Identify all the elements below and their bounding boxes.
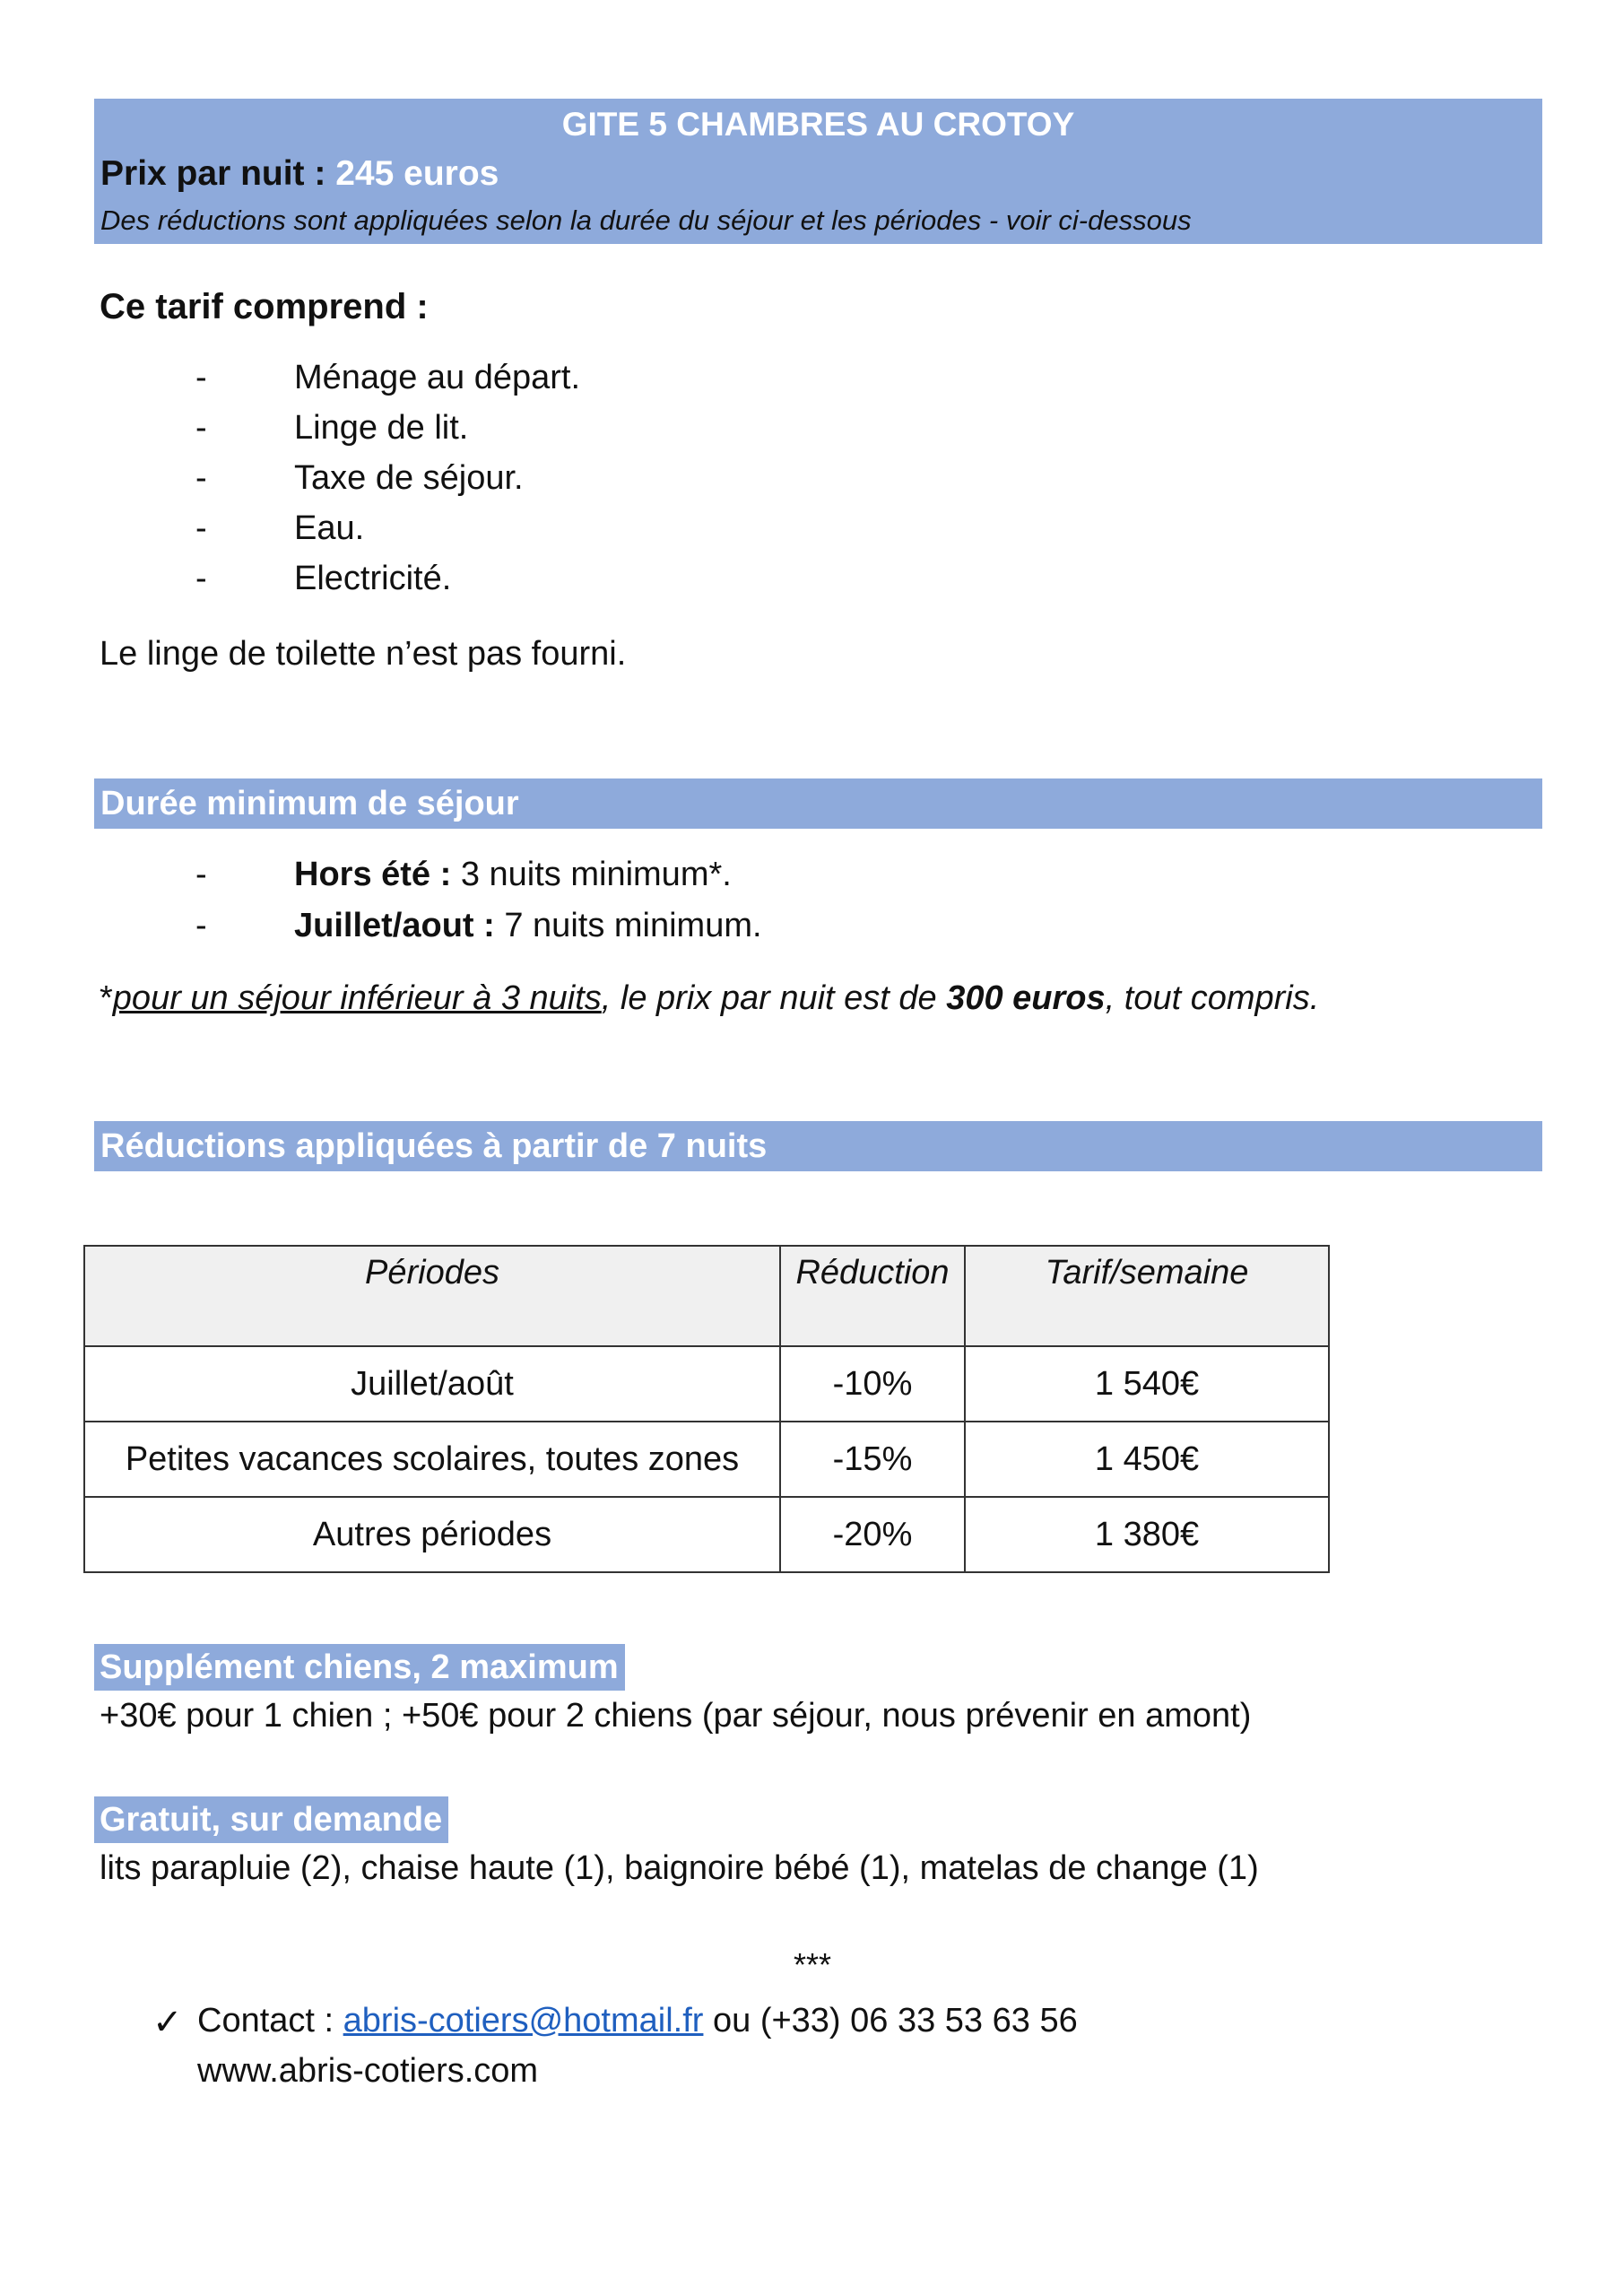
table-row <box>84 1497 1329 1572</box>
bullet-dash: - <box>195 907 207 944</box>
note-price: 300 euros <box>946 979 1106 1017</box>
table-cell: Autres périodes <box>84 1497 780 1572</box>
bullet-dash: - <box>195 359 207 396</box>
towel-note: Le linge de toilette n’est pas fourni. <box>100 635 627 673</box>
includes-item: Ménage au départ. <box>294 359 581 396</box>
bullet-dash: - <box>195 409 207 447</box>
note-end: , tout compris. <box>1105 979 1320 1017</box>
table-cell: Juillet/août <box>84 1346 780 1422</box>
table-cell: -15% <box>780 1422 965 1497</box>
includes-item: Eau. <box>294 509 365 547</box>
includes-item: Electricité. <box>294 560 452 597</box>
min-stay-label: Juillet/aout : <box>294 907 495 944</box>
contact-label: Contact : <box>197 2002 343 2039</box>
min-stay-text: 7 nuits minimum. <box>494 907 762 944</box>
note-asterisk: * <box>100 979 113 1017</box>
table-row <box>84 1422 1329 1497</box>
separator-stars: *** <box>794 1946 832 1983</box>
check-icon: ✓ <box>152 2003 183 2042</box>
column-header: Tarif/semaine <box>965 1246 1329 1346</box>
min-stay-label: Hors été : <box>294 856 452 893</box>
bullet-dash: - <box>195 509 207 547</box>
dogs-heading: Supplément chiens, 2 maximum <box>94 1644 625 1691</box>
price-value: 245 euros <box>335 154 499 193</box>
header-band <box>94 99 1542 244</box>
email-link[interactable]: abris-cotiers@hotmail.fr <box>343 2002 704 2039</box>
includes-item: Linge de lit. <box>294 409 469 447</box>
table-cell: -10% <box>780 1346 965 1422</box>
table-cell: 1 380€ <box>965 1497 1329 1572</box>
contact-line <box>197 2002 1078 2040</box>
table-cell: 1 450€ <box>965 1422 1329 1497</box>
includes-heading: Ce tarif comprend : <box>100 287 429 326</box>
price-line <box>100 154 499 194</box>
bullet-dash: - <box>195 459 207 497</box>
dogs-text: +30€ pour 1 chien ; +50€ pour 2 chiens (par séjour, nous prévenir en amont) <box>100 1697 1252 1735</box>
reductions-table <box>83 1245 1330 1573</box>
free-text: lits parapluie (2), chaise haute (1), baignoire bébé (1), matelas de change (1) <box>100 1849 1259 1887</box>
website-text: www.abris-cotiers.com <box>197 2052 539 2090</box>
table-cell: Petites vacances scolaires, toutes zones <box>84 1422 780 1497</box>
bullet-dash: - <box>195 856 207 893</box>
min-stay-item <box>294 856 732 894</box>
min-stay-item <box>294 907 762 945</box>
contact-phone: ou (+33) 06 33 53 63 56 <box>703 2002 1078 2039</box>
min-stay-text: 3 nuits minimum*. <box>451 856 732 893</box>
table-cell: -20% <box>780 1497 965 1572</box>
free-heading: Gratuit, sur demande <box>94 1796 448 1843</box>
note-mid: , le prix par nuit est de <box>601 979 947 1017</box>
price-label: Prix par nuit : <box>100 154 326 193</box>
page-title: GITE 5 CHAMBRES AU CROTOY <box>561 106 1075 143</box>
min-stay-heading: Durée minimum de séjour <box>94 778 1542 829</box>
column-header: Réduction <box>780 1246 965 1346</box>
includes-item: Taxe de séjour. <box>294 459 524 497</box>
table-cell: 1 540€ <box>965 1346 1329 1422</box>
note-underlined: pour un séjour inférieur à 3 nuits <box>112 979 602 1017</box>
discount-note: Des réductions sont appliquées selon la durée du séjour et les périodes - voir ci-dessous <box>100 204 1192 236</box>
table-row <box>84 1346 1329 1422</box>
bullet-dash: - <box>195 560 207 597</box>
reductions-heading: Réductions appliquées à partir de 7 nuits <box>94 1121 1542 1171</box>
column-header: Périodes <box>84 1246 780 1346</box>
short-stay-note <box>100 979 1319 1018</box>
table-header-row <box>84 1246 1329 1346</box>
